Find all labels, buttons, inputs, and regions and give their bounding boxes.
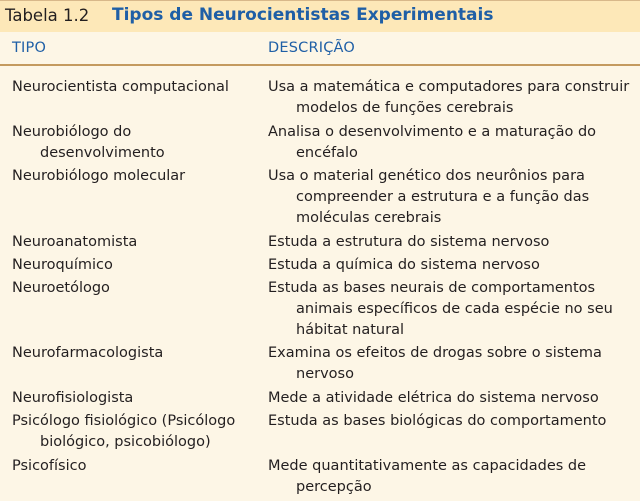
cell-descricao [268, 122, 638, 164]
cell-descricao [268, 232, 638, 253]
cell-descricao-line: hábitat natural [296, 322, 404, 338]
cell-descricao-line: Mede quantitativamente as capacidades de [268, 458, 587, 474]
cell-descricao [268, 343, 638, 385]
cell-descricao-line: Usa o material genético dos neurônios para [268, 168, 585, 184]
column-header-tipo: TIPO [12, 40, 47, 56]
cell-descricao-line: Usa a matemática e computadores para construir [268, 79, 630, 95]
table-header [0, 32, 640, 66]
cell-tipo-line: Neurofisiologista [12, 390, 134, 406]
cell-tipo-line: Psicólogo fisiológico (Psicólogo [12, 413, 236, 429]
cell-tipo-line: Neuroquímico [12, 257, 113, 273]
cell-tipo [12, 456, 257, 477]
cell-descricao-line: Estuda as bases neurais de comportamentos [268, 280, 596, 296]
cell-tipo-line: Neurobiólogo molecular [12, 168, 186, 184]
cell-descricao [268, 255, 638, 276]
cell-tipo [12, 122, 257, 164]
cell-descricao-line: moléculas cerebrais [296, 210, 442, 226]
cell-descricao-line: compreender a estrutura e a função das [296, 189, 590, 205]
table-title-bar [0, 0, 640, 32]
cell-tipo-line: Neurofarmacologista [12, 345, 164, 361]
cell-tipo-line: Neurobiólogo do [12, 124, 132, 140]
cell-descricao [268, 456, 638, 498]
cell-tipo [12, 343, 257, 364]
cell-tipo [12, 388, 257, 409]
cell-tipo [12, 166, 257, 187]
cell-descricao-line: modelos de funções cerebrais [296, 100, 514, 116]
cell-tipo-line: Neuroetólogo [12, 280, 110, 296]
cell-tipo-line: biológico, psicobiólogo) [40, 434, 211, 450]
cell-tipo-line: Psicofísico [12, 458, 87, 474]
cell-tipo [12, 232, 257, 253]
cell-descricao-line: animais específicos de cada espécie no seu [296, 301, 613, 317]
cell-descricao [268, 278, 638, 341]
cell-tipo [12, 278, 257, 299]
cell-tipo-line: Neuroanatomista [12, 234, 138, 250]
cell-descricao-line: Mede a atividade elétrica do sistema nervoso [268, 390, 599, 406]
column-header-descricao: DESCRIÇÃO [268, 40, 356, 56]
cell-descricao-line: Estuda a química do sistema nervoso [268, 257, 540, 273]
cell-tipo [12, 255, 257, 276]
cell-descricao-line: percepção [296, 479, 372, 495]
cell-descricao-line: Estuda as bases biológicas do comportamento [268, 413, 607, 429]
cell-tipo [12, 77, 257, 98]
cell-descricao [268, 166, 638, 229]
cell-descricao-line: encéfalo [296, 145, 358, 161]
cell-descricao [268, 388, 638, 409]
cell-tipo [12, 411, 257, 453]
cell-descricao-line: Estuda a estrutura do sistema nervoso [268, 234, 550, 250]
cell-descricao-line: nervoso [296, 366, 354, 382]
cell-descricao-line: Analisa o desenvolvimento e a maturação do [268, 124, 597, 140]
table-label: Tabela 1.2 [5, 6, 90, 25]
table-title: Tipos de Neurocientistas Experimentais [112, 5, 494, 25]
cell-descricao [268, 77, 638, 119]
cell-tipo-line: Neurocientista computacional [12, 79, 229, 95]
cell-tipo-line: desenvolvimento [40, 145, 165, 161]
cell-descricao [268, 411, 638, 432]
cell-descricao-line: Examina os efeitos de drogas sobre o sistema [268, 345, 602, 361]
